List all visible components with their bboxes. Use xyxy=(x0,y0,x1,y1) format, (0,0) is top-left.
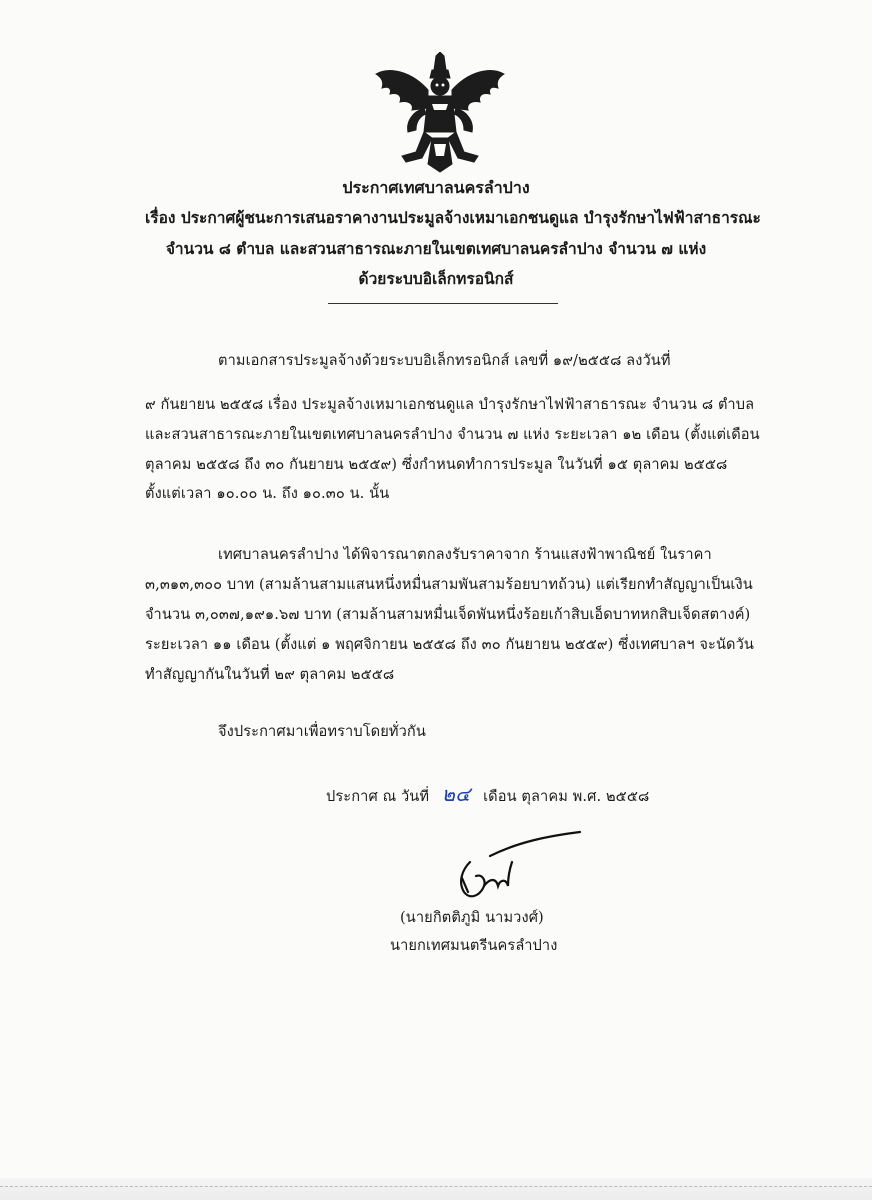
signatory-position: นายกเทศมนตรีนครลำปาง xyxy=(390,937,558,954)
date-line xyxy=(326,778,649,810)
para1-line-2: ๙ กันยายน ๒๕๕๘ เรื่อง ประมูลจ้างเหมาเอกชนดูแล บำรุงรักษาไฟฟ้าสาธารณะ จำนวน ๘ ตำบล xyxy=(145,396,755,413)
para2-line-3: จำนวน ๓,๐๓๗,๑๙๑.๖๗ บาท (สามล้านสามหมื่นเจ็ดพันหนึ่งร้อยเก้าสิบเอ็ดบาทหกสิบเจ็ดสตางค์) xyxy=(145,606,751,623)
handwritten-day: ๒๔ xyxy=(441,782,471,806)
signature-scribble-icon xyxy=(448,826,588,906)
garuda-emblem-icon xyxy=(372,52,508,176)
date-prefix: ประกาศ ณ วันที่ xyxy=(326,788,430,805)
para1-line-4: ตุลาคม ๒๕๕๘ ถึง ๓๐ กันยายน ๒๕๕๙) ซึ่งกำหนดทำการประมูล ในวันที่ ๑๕ ตุลาคม ๒๕๕๘ xyxy=(145,456,728,473)
date-month: เดือน ตุลาคม พ.ศ. ๒๕๕๘ xyxy=(483,788,650,805)
subject-line-1: เรื่อง ประกาศผู้ชนะการเสนอราคางานประมูลจ้างเหมาเอกชนดูแล บำรุงรักษาไฟฟ้าสาธารณะ xyxy=(145,208,761,227)
title-divider xyxy=(328,303,558,304)
subject-line-3: ด้วยระบบอิเล็กทรอนิกส์ xyxy=(358,269,514,288)
para2-line-5: ทำสัญญากันในวันที่ ๒๙ ตุลาคม ๒๕๕๘ xyxy=(145,666,395,683)
para2-line-4: ระยะเวลา ๑๑ เดือน (ตั้งแต่ ๑ พฤศจิกายน ๒๕๕๘ ถึง ๓๐ กันยายน ๒๕๕๙) ซึ่งเทศบาลฯ จะนัดวัน xyxy=(145,636,754,653)
subject-line-2: จำนวน ๘ ตำบล และสวนสาธารณะภายในเขตเทศบาลนครลำปาง จำนวน ๗ แห่ง xyxy=(165,239,707,258)
para2-line-1: เทศบาลนครลำปาง ได้พิจารณาตกลงรับราคาจาก ร้านแสงฟ้าพาณิชย์ ในราคา xyxy=(218,546,712,563)
closing-text: จึงประกาศมาเพื่อทราบโดยทั่วกัน xyxy=(218,723,426,740)
para1-line-1: ตามเอกสารประมูลจ้างด้วยระบบอิเล็กทรอนิกส์ เลขที่ ๑๙/๒๕๕๘ ลงวันที่ xyxy=(218,352,671,369)
announcement-title: ประกาศเทศบาลนครลำปาง xyxy=(342,178,530,197)
para2-line-2: ๓,๓๑๓,๓๐๐ บาท (สามล้านสามแสนหนึ่งหมื่นสามพันสามร้อยบาทถ้วน) แต่เรียกทำสัญญาเป็นเงิน xyxy=(145,576,753,593)
para1-line-5: ตั้งแต่เวลา ๑๐.๐๐ น. ถึง ๑๐.๓๐ น. นั้น xyxy=(145,485,390,502)
page-bottom-edge xyxy=(0,1178,872,1200)
signatory-name: (นายกิตติภูมิ นามวงศ์) xyxy=(400,909,544,926)
para1-line-3: และสวนสาธารณะภายในเขตเทศบาลนครลำปาง จำนวน ๗ แห่ง ระยะเวลา ๑๒ เดือน (ตั้งแต่เดือน xyxy=(145,426,760,443)
page-bottom-rule xyxy=(0,1186,872,1187)
